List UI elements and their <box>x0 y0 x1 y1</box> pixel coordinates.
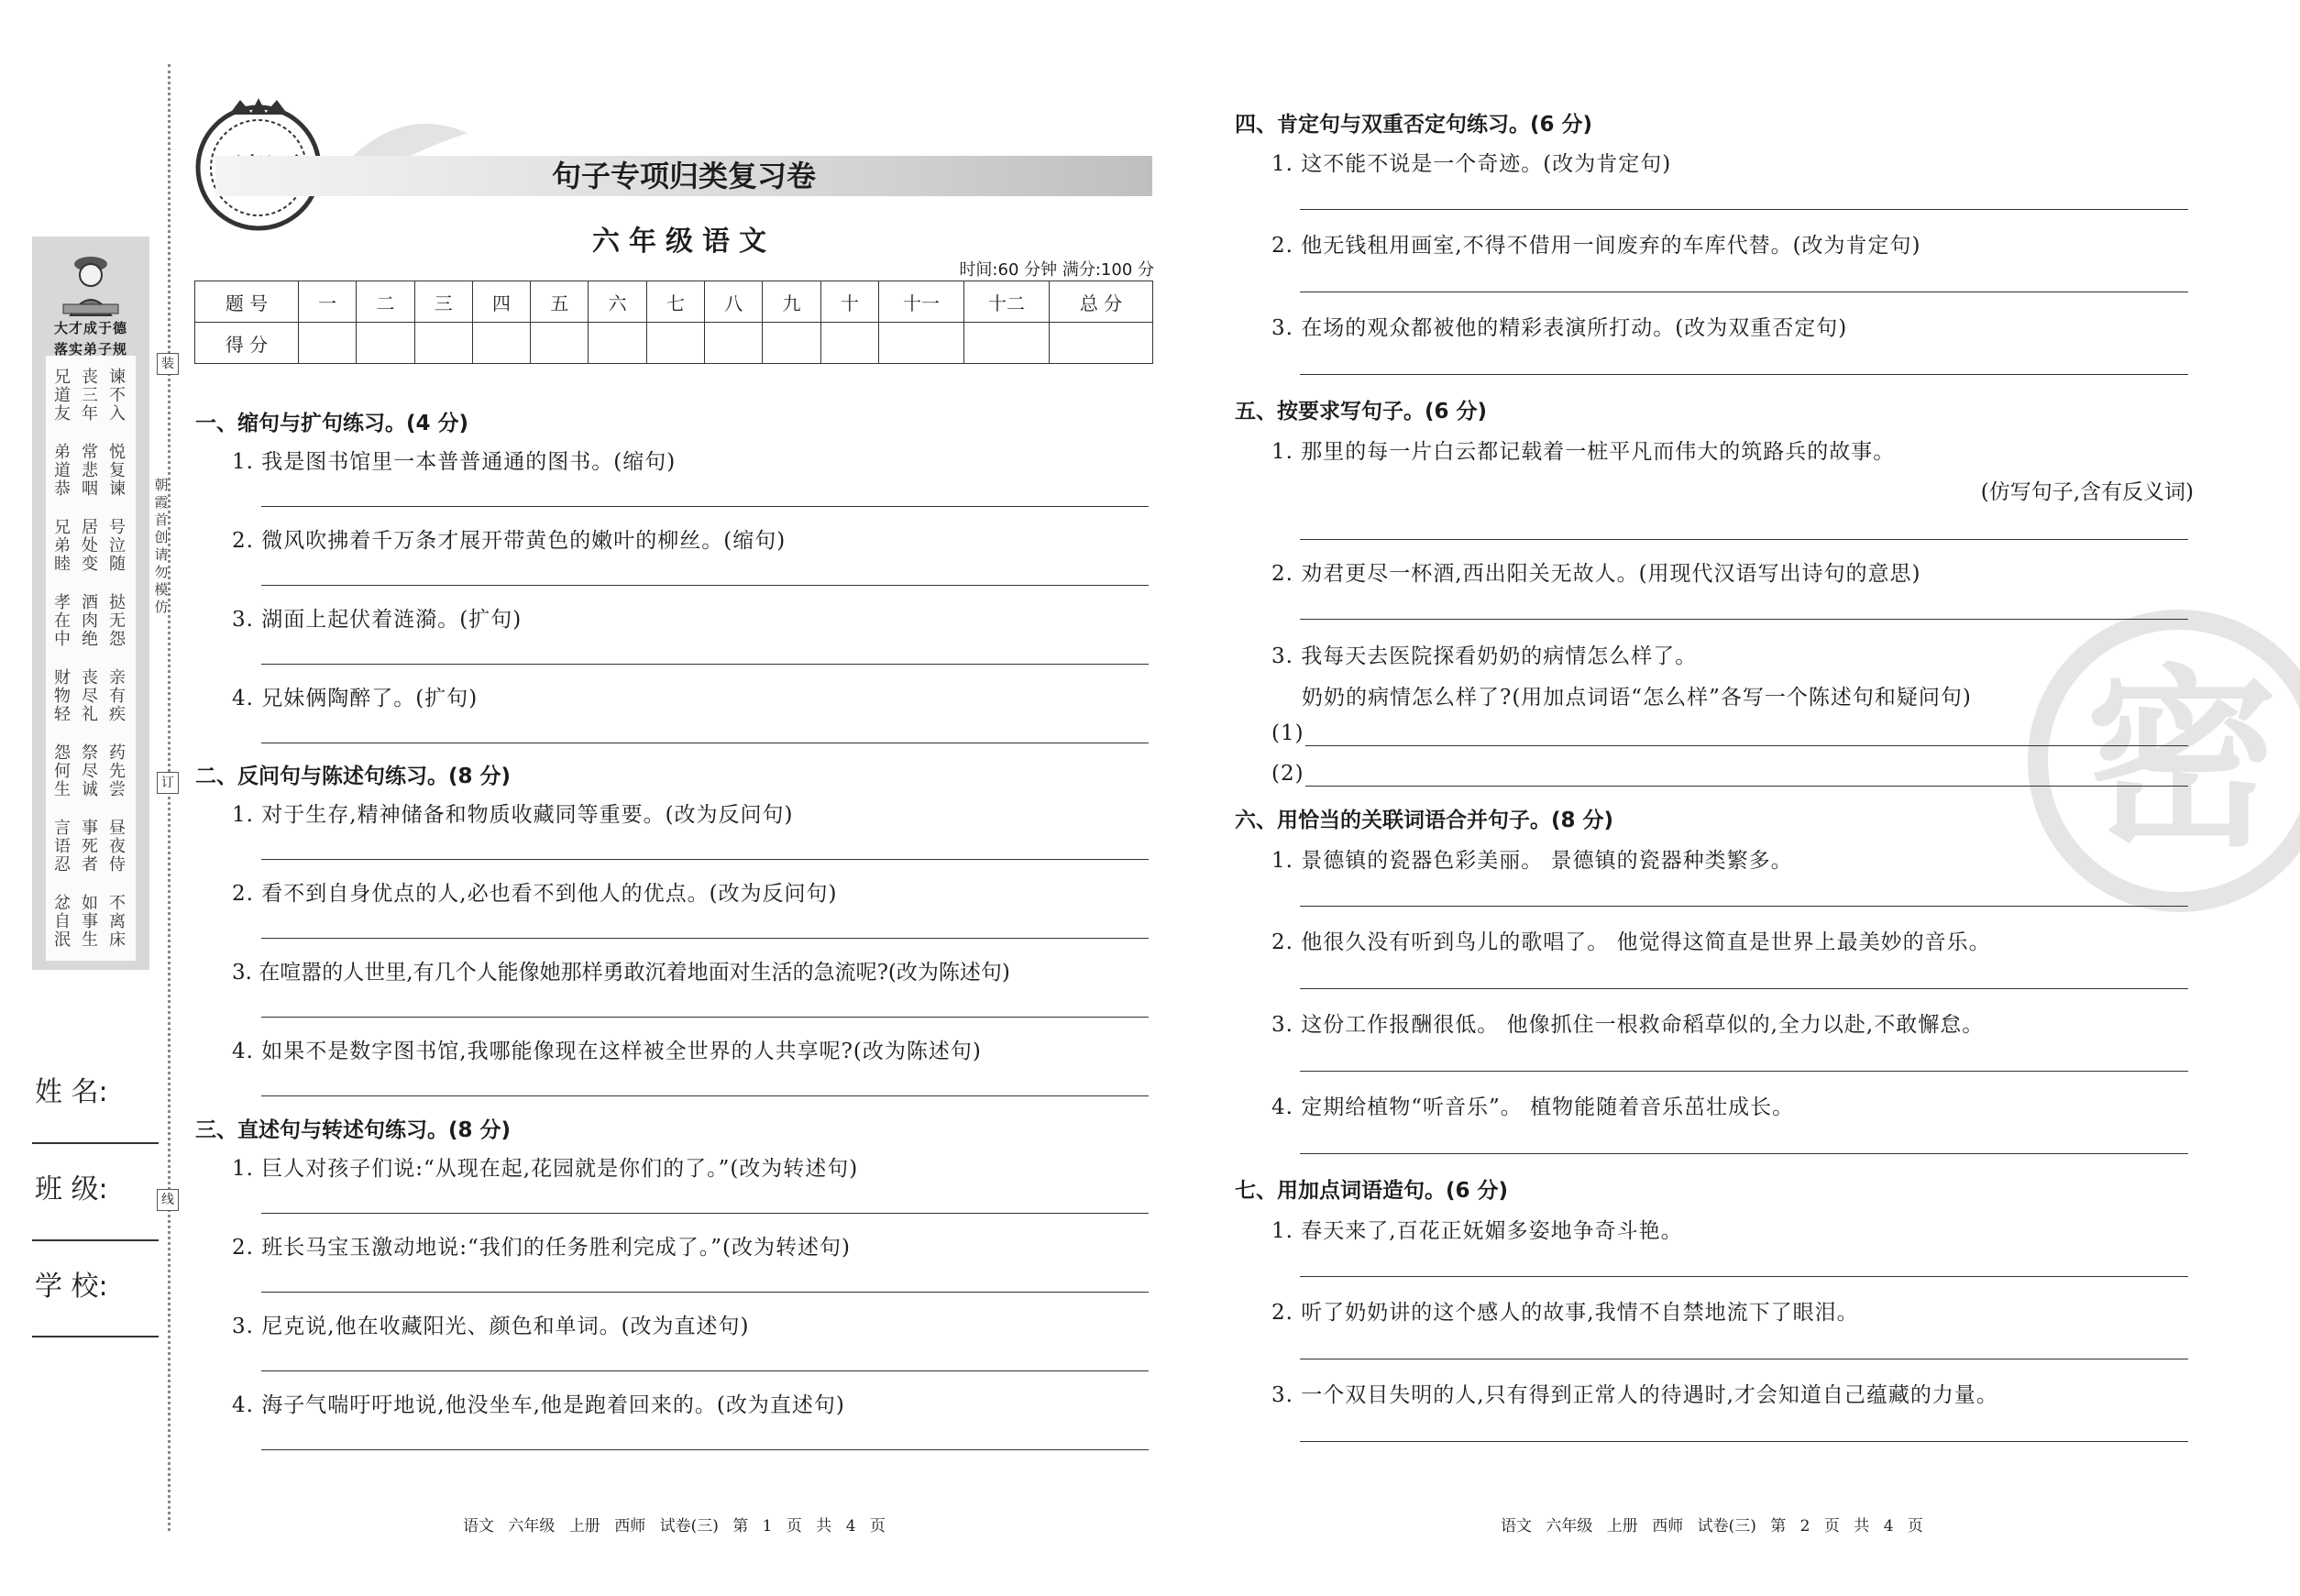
question: 2. 班长马宝玉激动地说:“我们的任务胜利完成了。”(改为转述句) <box>232 1236 851 1260</box>
question: 4. 兄妹俩陶醉了。(扩句) <box>232 687 479 710</box>
verse-col: 怨何生 <box>54 743 71 799</box>
score-table-score-row <box>195 323 1153 364</box>
verse-col: 常悲咽 <box>82 443 98 499</box>
answer-line[interactable] <box>1300 988 2188 989</box>
question: 1. 巨人对孩子们说:“从现在起,花园就是你们的了。”(改为转述句) <box>232 1157 859 1181</box>
question: 4. 如果不是数字图书馆,我哪能像现在这样被全世界的人共享呢?(改为陈述句) <box>232 1040 982 1063</box>
name-field[interactable] <box>32 1142 159 1144</box>
table-cell: 十二 <box>964 281 1050 323</box>
answer-line[interactable] <box>261 938 1149 939</box>
verse-col: 悦复谏 <box>109 443 126 499</box>
question: 1. 我是图书馆里一本普普通通的图书。(缩句) <box>232 450 677 474</box>
score-cell[interactable] <box>1050 323 1153 364</box>
section-title: 七、用加点词语造句。(6 分) <box>1235 1179 1509 1203</box>
verse-col: 言语忍 <box>54 819 71 875</box>
verse-col: 兄道友 <box>54 368 71 424</box>
table-cell: 五 <box>531 281 589 323</box>
answer-line[interactable] <box>1300 619 2188 620</box>
class-label: 班 级: <box>35 1173 108 1205</box>
verse-col: 孝在中 <box>54 593 71 649</box>
verse-col: 弟道恭 <box>54 443 71 499</box>
score-cell[interactable] <box>472 323 530 364</box>
score-cell[interactable] <box>357 323 414 364</box>
answer-line[interactable] <box>1300 1276 2188 1277</box>
answer-line[interactable] <box>261 1213 1149 1214</box>
blank-label: (1) <box>1271 721 1304 745</box>
table-cell: 三 <box>414 281 472 323</box>
table-cell: 得 分 <box>195 323 299 364</box>
subject-heading: 六年级语文 <box>592 226 776 258</box>
table-cell: 二 <box>357 281 414 323</box>
page-title: 句子专项归类复习卷 <box>551 159 816 193</box>
verse-col: 挞无怨 <box>109 593 126 649</box>
verse-col: 事死者 <box>82 819 98 875</box>
table-cell: 九 <box>763 281 820 323</box>
answer-line[interactable] <box>1300 1153 2188 1154</box>
verse-col: 祭尽诚 <box>82 743 98 799</box>
table-cell: 六 <box>589 281 646 323</box>
answer-line[interactable] <box>1300 539 2188 540</box>
time-info: 时间:60 分钟 满分:100 分 <box>959 260 1154 280</box>
verse-col: 谏不入 <box>109 368 126 424</box>
question-subline: 奶奶的病情怎么样了?(用加点词语“怎么样”各写一个陈述句和疑问句) <box>1302 686 1972 710</box>
score-table-header-row <box>195 281 1153 323</box>
table-cell: 十一 <box>879 281 964 323</box>
question: 2. 听了奶奶讲的这个感人的故事,我情不自禁地流下了眼泪。 <box>1271 1301 1859 1325</box>
question: 2. 劝君更尽一杯酒,西出阳关无故人。(用现代汉语写出诗句的意思) <box>1271 562 1921 586</box>
table-cell: 八 <box>705 281 763 323</box>
score-cell[interactable] <box>879 323 964 364</box>
question: 3. 湖面上起伏着涟漪。(扩句) <box>232 608 523 632</box>
answer-line[interactable] <box>261 664 1149 665</box>
question: 3. 在场的观众都被他的精彩表演所打动。(改为双重否定句) <box>1271 316 1848 340</box>
question: 1. 景德镇的瓷器色彩美丽。 景德镇的瓷器种类繁多。 <box>1271 849 1793 873</box>
class-field[interactable] <box>32 1239 159 1241</box>
verse-col: 昼夜侍 <box>109 819 126 875</box>
question: 4. 海子气喘吁吁地说,他没坐车,他是跑着回来的。(改为直述句) <box>232 1393 845 1417</box>
question: 3. 尼克说,他在收藏阳光、颜色和单词。(改为直述句) <box>232 1315 750 1338</box>
binding-dotted-line <box>168 64 171 1531</box>
table-cell: 一 <box>299 281 357 323</box>
section-title: 一、缩句与扩句练习。(4 分) <box>195 412 469 435</box>
verse-col: 酒肉绝 <box>82 593 98 649</box>
name-label: 姓 名: <box>35 1076 108 1108</box>
score-cell[interactable] <box>964 323 1050 364</box>
answer-line[interactable] <box>261 585 1149 586</box>
question: 4. 定期给植物“听音乐”。 植物能随着音乐茁壮成长。 <box>1271 1095 1795 1119</box>
table-cell: 题 号 <box>195 281 299 323</box>
question-requirement: (仿写句子,含有反义词) <box>1980 480 2194 504</box>
section-title: 六、用恰当的关联词语合并句子。(8 分) <box>1235 809 1614 832</box>
section-title: 三、直述句与转述句练习。(8 分) <box>195 1118 512 1142</box>
score-cell[interactable] <box>589 323 646 364</box>
verse-col: 药先尝 <box>109 743 126 799</box>
section-title: 二、反问句与陈述句练习。(8 分) <box>195 765 512 788</box>
verse-col: 兄弟睦 <box>54 518 71 574</box>
question: 2. 看不到自身优点的人,必也看不到他人的优点。(改为反问句) <box>232 882 838 906</box>
score-table <box>194 281 1153 364</box>
no-copy-notice: 朝霞首创 请勿模仿 <box>154 477 169 615</box>
verse-col: 如事生 <box>82 894 98 950</box>
question: 1. 对于生存,精神储备和物质收藏同等重要。(改为反问句) <box>232 803 794 827</box>
question: 2. 他很久没有听到鸟儿的歌唱了。 他觉得这简直是世界上最美妙的音乐。 <box>1271 930 1991 954</box>
motto-line-2: 落实弟子规 <box>53 341 127 358</box>
score-cell[interactable] <box>646 323 704 364</box>
answer-line[interactable] <box>261 1017 1149 1018</box>
answer-line[interactable] <box>261 506 1149 507</box>
question: 2. 他无钱租用画室,不得不借用一间废弃的车库代替。(改为肯定句) <box>1271 234 1921 258</box>
question: 3. 一个双目失明的人,只有得到正常人的待遇时,才会知道自己蕴藏的力量。 <box>1271 1383 1998 1407</box>
answer-line[interactable] <box>261 1449 1149 1450</box>
question: 1. 这不能不说是一个奇迹。(改为肯定句) <box>1271 152 1672 176</box>
score-cell[interactable] <box>414 323 472 364</box>
motto-line-1: 大才成于德 <box>53 320 127 336</box>
verse-col: 不离床 <box>109 894 126 950</box>
confidential-stamp-char: 密 <box>2085 648 2278 873</box>
question: 2. 微风吹拂着千万条才展开带黄色的嫩叶的柳丝。(缩句) <box>232 529 787 553</box>
answer-line[interactable] <box>1300 209 2188 210</box>
verse-col: 丧三年 <box>82 368 98 424</box>
answer-line[interactable] <box>261 1292 1149 1293</box>
question: 3. 这份工作报酬很低。 他像抓住一根救命稻草似的,全力以赴,不敢懈怠。 <box>1271 1013 1985 1037</box>
page-footer-right: 语文 六年级 上册 西师 试卷(三) 第 2 页 共 4 页 <box>1501 1517 1923 1535</box>
scholar-illustration <box>58 244 124 317</box>
cut-mark: 线 <box>157 1189 179 1211</box>
answer-line[interactable] <box>1300 906 2188 907</box>
score-cell[interactable] <box>705 323 763 364</box>
score-cell[interactable] <box>763 323 820 364</box>
cut-mark: 订 <box>157 772 179 794</box>
answer-line[interactable] <box>1305 786 2188 787</box>
question: 3. 在喧嚣的人世里,有几个人能像她那样勇敢沉着地面对生活的急流呢?(改为陈述句) <box>232 961 1010 985</box>
answer-line[interactable] <box>1300 1441 2188 1442</box>
score-cell[interactable] <box>820 323 878 364</box>
section-title: 四、肯定句与双重否定句练习。(6 分) <box>1235 113 1593 137</box>
answer-line[interactable] <box>1305 745 2188 746</box>
score-cell[interactable] <box>531 323 589 364</box>
verse-col: 丧尽礼 <box>82 668 98 724</box>
cut-mark: 装 <box>157 353 179 375</box>
verse-col: 亲有疾 <box>109 668 126 724</box>
table-cell: 十 <box>820 281 878 323</box>
answer-line[interactable] <box>1300 1071 2188 1072</box>
school-label: 学 校: <box>35 1271 108 1303</box>
question: 1. 那里的每一片白云都记载着一桩平凡而伟大的筑路兵的故事。 <box>1271 440 1896 464</box>
verse-col: 财物轻 <box>54 668 71 724</box>
table-cell: 七 <box>646 281 704 323</box>
table-cell: 总 分 <box>1050 281 1153 323</box>
section-title: 五、按要求写句子。(6 分) <box>1235 400 1488 424</box>
verse-col: 忿自泯 <box>54 894 71 950</box>
page-footer-left: 语文 六年级 上册 西师 试卷(三) 第 1 页 共 4 页 <box>463 1517 886 1535</box>
question: 3. 我每天去医院探看奶奶的病情怎么样了。 <box>1271 644 1698 668</box>
table-cell: 四 <box>472 281 530 323</box>
answer-line[interactable] <box>261 1095 1149 1096</box>
answer-line[interactable] <box>1300 374 2188 375</box>
score-cell[interactable] <box>299 323 357 364</box>
answer-line[interactable] <box>261 1370 1149 1371</box>
school-field[interactable] <box>32 1336 159 1337</box>
question: 1. 春天来了,百花正妩媚多姿地争奇斗艳。 <box>1271 1219 1683 1243</box>
verse-col: 号泣随 <box>109 518 126 574</box>
verse-col: 居处变 <box>82 518 98 574</box>
blank-label: (2) <box>1271 762 1304 786</box>
answer-line[interactable] <box>261 859 1149 860</box>
